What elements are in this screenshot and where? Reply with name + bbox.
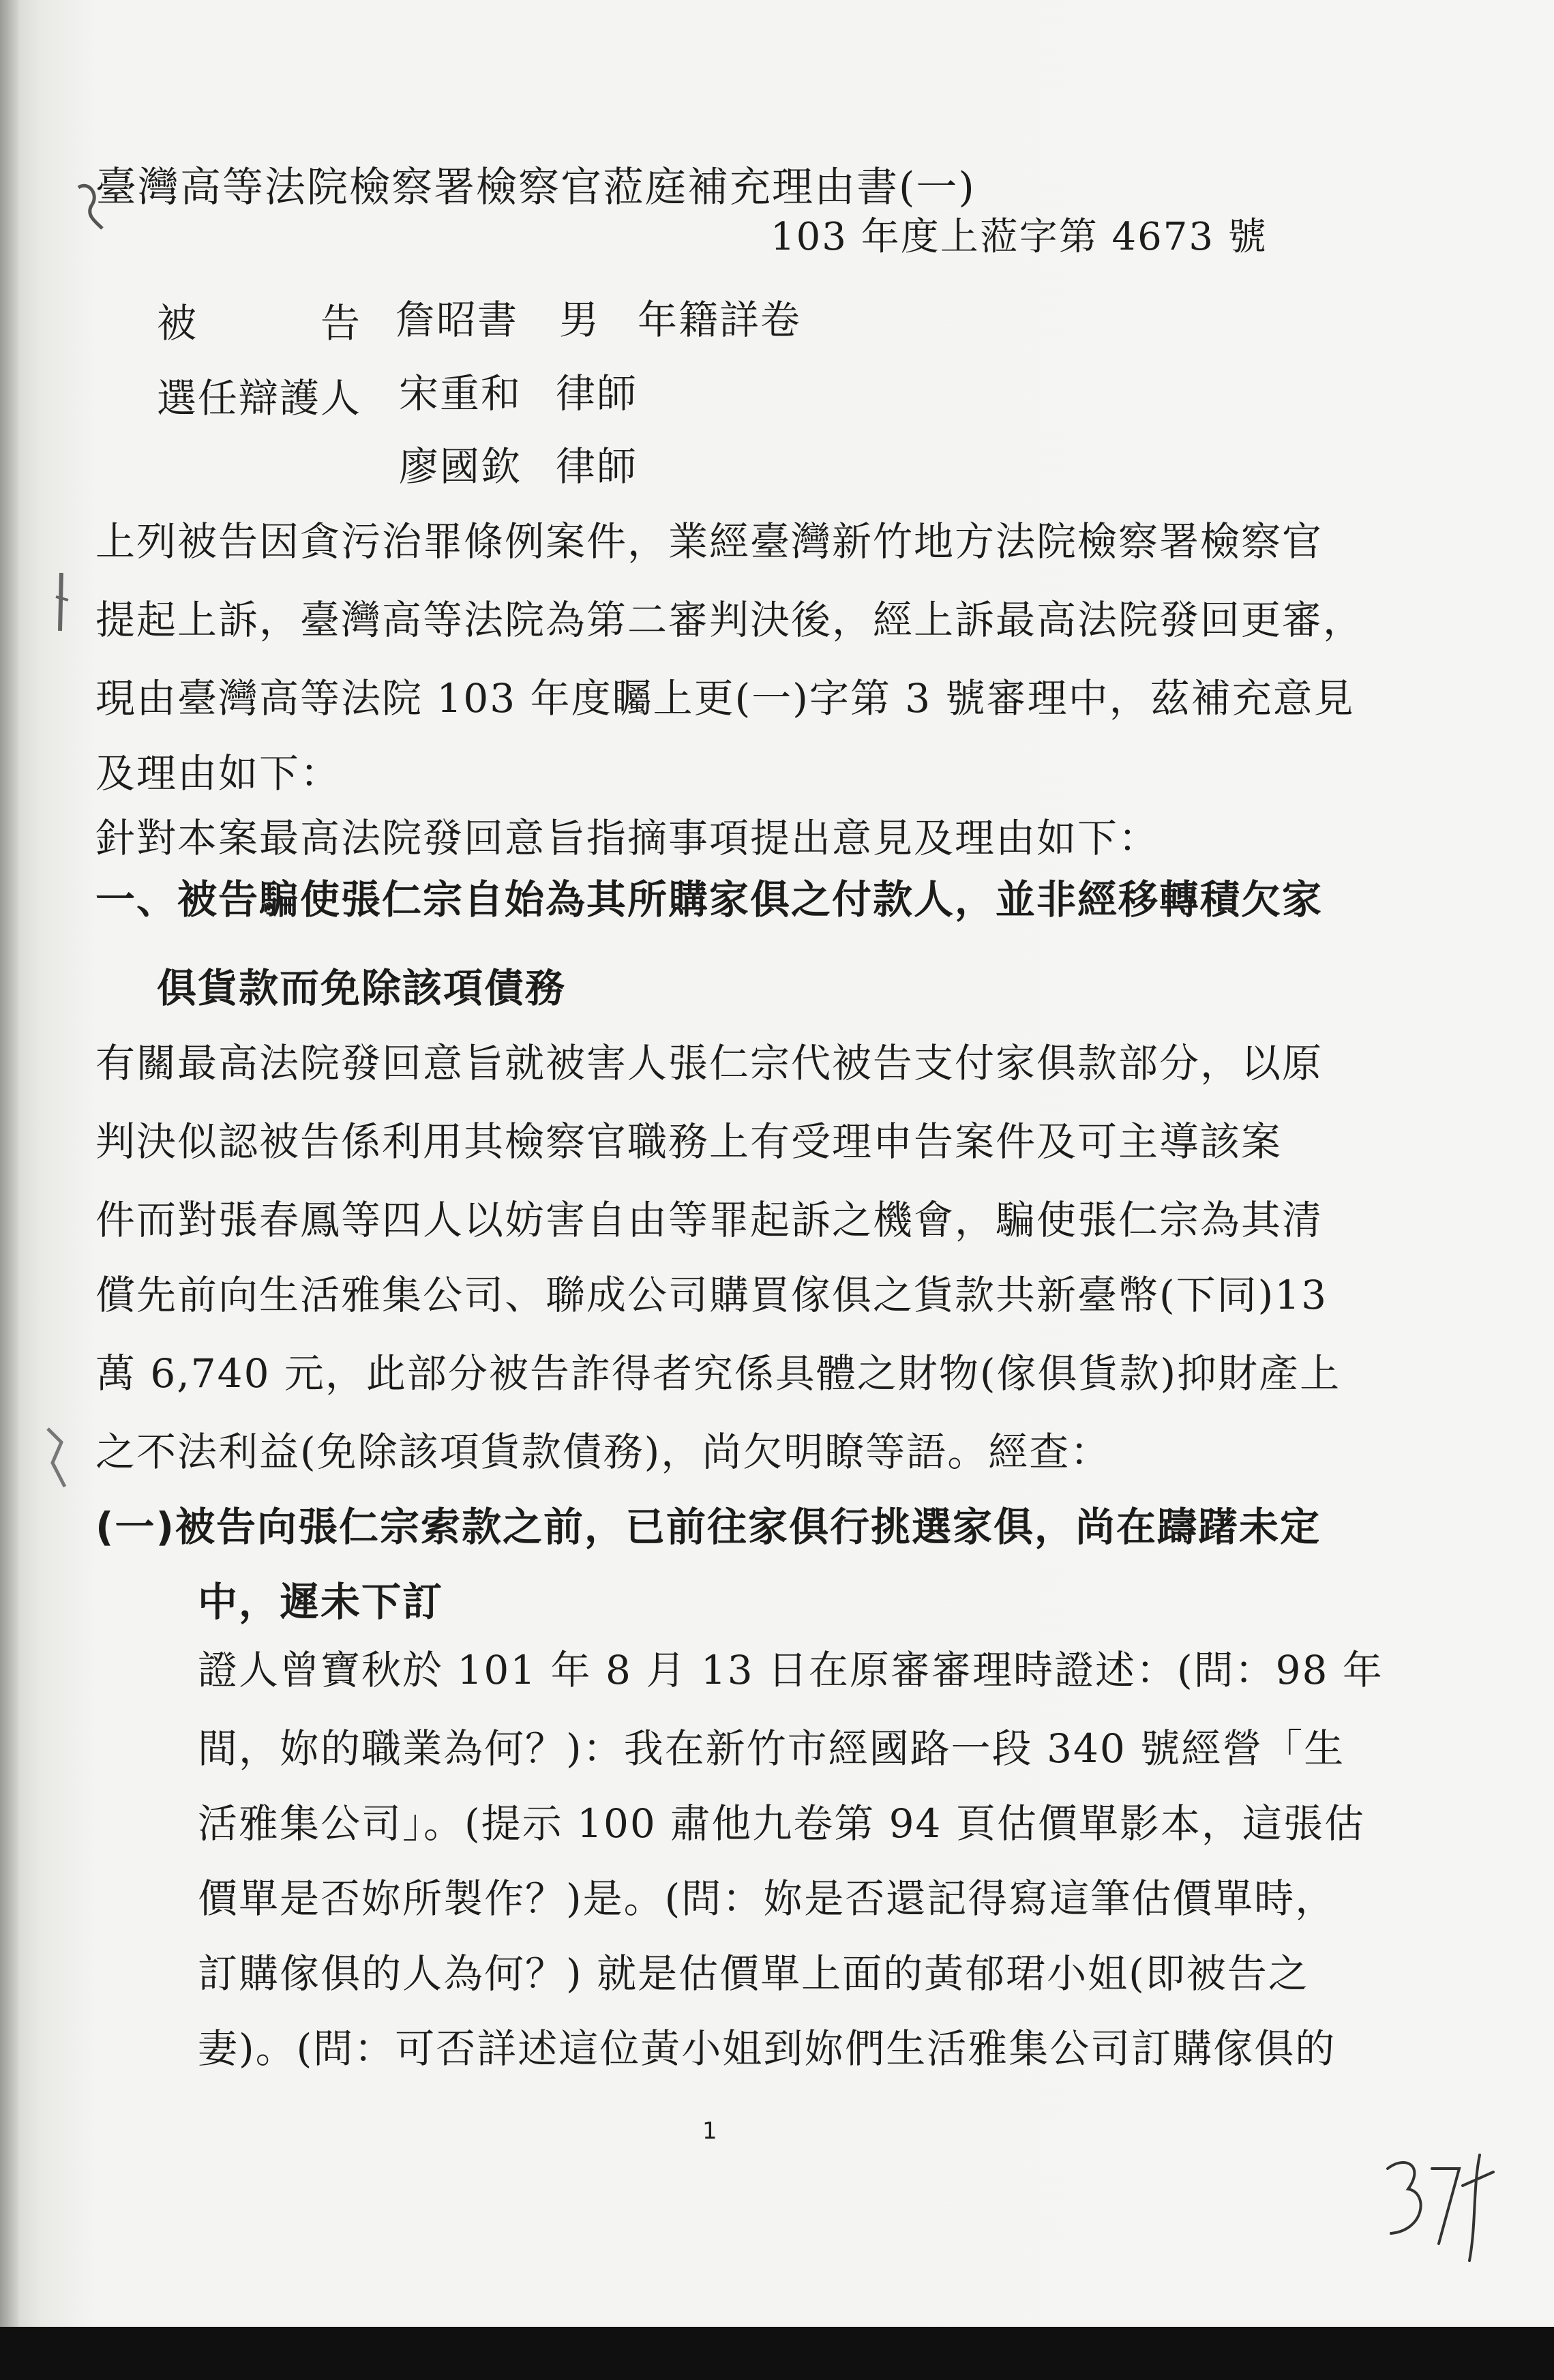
body-line: 判決似認被告係利用其檢察官職務上有受理申告案件及可主導該案 xyxy=(95,1118,1283,1165)
subsection-heading-1: (一)被告向張仁宗索款之前，已前往家俱行挑選家俱，尚在躊躇未定 xyxy=(95,1504,1321,1550)
binding-shadow xyxy=(0,0,19,2380)
page-number: 1 xyxy=(702,2117,717,2145)
section-heading-1: 一、被告騙使張仁宗自始為其所購家俱之付款人，並非經移轉積欠家 xyxy=(95,876,1324,923)
defendant-note: 年籍詳卷 xyxy=(638,297,802,343)
body-line: 價單是否妳所製作？)是。(問：妳是否還記得寫這筆估價單時， xyxy=(198,1875,1336,1922)
body-line: 萬 6,740 元，此部分被告詐得者究係具體之財物(傢俱貨款)抑財產上 xyxy=(95,1350,1341,1397)
intro-line: 上列被告因貪污治罪條例案件，業經臺灣新竹地方法院檢察署檢察官 xyxy=(95,518,1324,565)
counsel-1-title: 律師 xyxy=(556,370,638,417)
body-line: 訂購傢俱的人為何？) 就是估價單上面的黃郁珺小姐(即被告之 xyxy=(198,1950,1309,1997)
counsel-1-name: 宋重和 xyxy=(399,370,522,417)
intro-line: 及理由如下： xyxy=(95,750,342,797)
body-line: 證人曾寶秋於 101 年 8 月 13 日在原審審理時證述：(問：98 年 xyxy=(198,1647,1384,1693)
body-line: 間，妳的職業為何？)：我在新竹市經國路一段 340 號經營「生 xyxy=(198,1725,1345,1772)
subsection-heading-1: 中，遲未下訂 xyxy=(198,1579,444,1625)
case-number: 103 年度上蒞字第 4673 號 xyxy=(771,215,1268,259)
defendant-label: 被 告 xyxy=(157,300,362,346)
counsel-label: 選任辯護人 xyxy=(157,375,362,421)
defendant-gender: 男 xyxy=(559,297,601,343)
body-line: 償先前向生活雅集公司、聯成公司購買傢俱之貨款共新臺幣(下同)13 xyxy=(95,1272,1328,1318)
body-line: 活雅集公司」。(提示 100 肅他九卷第 94 頁估價單影本，這張估 xyxy=(198,1800,1365,1847)
intro-line: 提起上訴，臺灣高等法院為第二審判決後，經上訴最高法院發回更審， xyxy=(95,597,1364,643)
margin-binding-mark xyxy=(41,569,82,638)
document-title: 臺灣高等法院檢察署檢察官蒞庭補充理由書(一) xyxy=(95,164,976,211)
scan-bottom-edge xyxy=(0,2327,1554,2380)
body-line: 件而對張春鳳等四人以妨害自由等罪起訴之機會，騙使張仁宗為其清 xyxy=(95,1197,1324,1243)
lead-line: 針對本案最高法院發回意旨指摘事項提出意見及理由如下： xyxy=(95,815,1160,861)
body-line: 妻)。(問：可否詳述這位黃小姐到妳們生活雅集公司訂購傢俱的 xyxy=(198,2025,1336,2072)
body-line: 之不法利益(免除該項貨款債務)，尚欠明瞭等語。經查： xyxy=(95,1429,1111,1475)
body-line: 有關最高法院發回意旨就被害人張仁宗代被告支付家俱款部分，以原 xyxy=(95,1040,1324,1086)
defendant-name: 詹昭書 xyxy=(395,297,519,343)
margin-binding-mark xyxy=(38,1422,78,1497)
counsel-2-name: 廖國欽 xyxy=(399,443,522,490)
intro-line: 現由臺灣高等法院 103 年度矚上更(一)字第 3 號審理中，茲補充意見 xyxy=(95,675,1355,722)
counsel-2-title: 律師 xyxy=(556,443,638,490)
section-heading-1: 俱貨款而免除該項債務 xyxy=(157,965,567,1011)
handwritten-page-mark xyxy=(1377,2148,1500,2264)
